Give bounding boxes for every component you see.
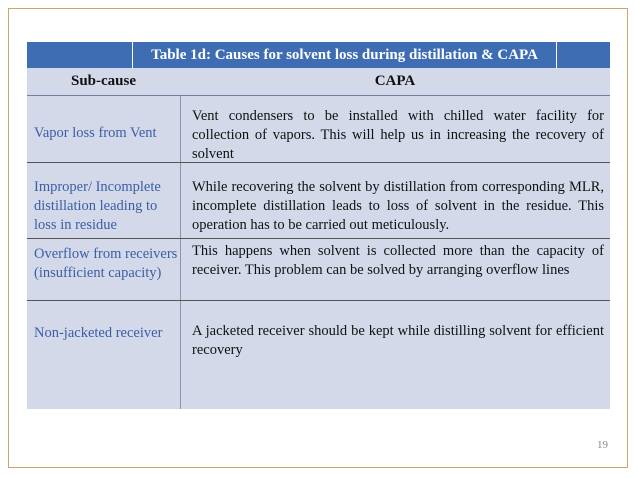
row-2-subcause: Improper/ Incomplete distillation leading to loss in residue bbox=[34, 179, 161, 233]
table-title: Table 1d: Causes for solvent loss during distillation & CAPA bbox=[132, 42, 557, 68]
table-title-band bbox=[27, 42, 610, 68]
row-divider bbox=[27, 162, 610, 163]
row-divider bbox=[27, 238, 610, 239]
table-header-row bbox=[27, 68, 610, 96]
row-4-capa: A jacketed receiver should be kept while distilling solvent for efficient recovery bbox=[192, 323, 604, 358]
row-divider bbox=[27, 300, 610, 301]
row-3-capa: This happens when solvent is collected more than the capacity of receiver. This problem can be solved by arranging overflow lines bbox=[192, 243, 604, 278]
column-divider bbox=[180, 96, 181, 409]
row-2-capa: While recovering the solvent by distillation from corresponding MLR, incomplete distillation leads to loss of solvent in the residue. This operation has to be carried out meticulously. bbox=[192, 179, 604, 233]
row-4-subcause: Non-jacketed receiver bbox=[34, 325, 163, 341]
header-capa: CAPA bbox=[374, 73, 416, 89]
row-1-capa: Vent condensers to be installed with chilled water facility for collection of vapors. This will help us in increasing the recovery of solvent bbox=[192, 108, 604, 162]
row-3-subcause: Overflow from receivers (insufficient capacity) bbox=[34, 246, 178, 281]
row-1-subcause: Vapor loss from Vent bbox=[34, 125, 157, 141]
header-subcause: Sub-cause bbox=[70, 73, 137, 89]
page-number: 19 bbox=[597, 439, 608, 451]
capa-table bbox=[27, 68, 610, 409]
